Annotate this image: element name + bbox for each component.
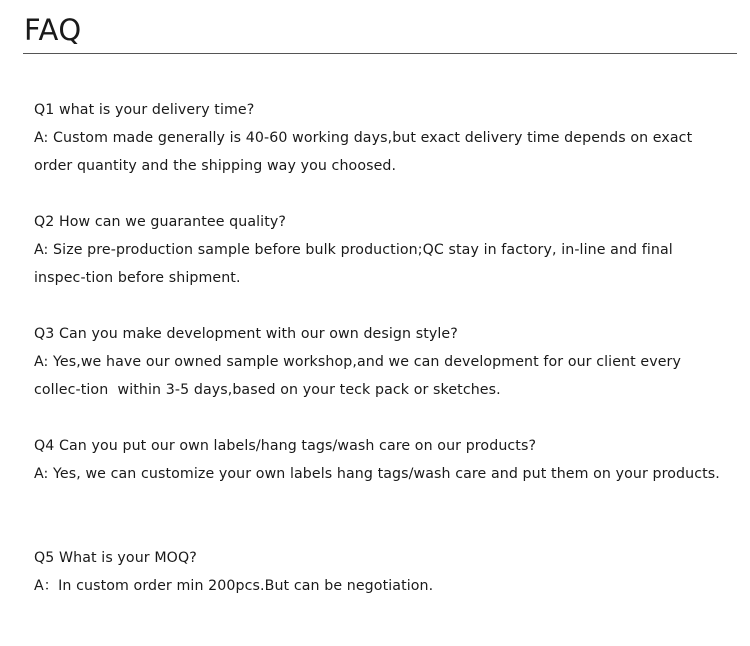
faq-question: Q5 What is your MOQ? xyxy=(34,550,197,566)
faq-question: Q1 what is your delivery time? xyxy=(34,102,255,118)
faq-answer: A: Yes,we have our owned sample workshop,and we can development for our client every collec-tion within 3-5 days,based on your teck pack or sketches. xyxy=(34,354,686,398)
faq-item xyxy=(34,432,724,488)
faq-answer: A: Yes, we can customize your own labels hang tags/wash care and put them on your products. xyxy=(34,466,720,482)
faq-question: Q4 Can you put our own labels/hang tags/wash care on our products? xyxy=(34,438,537,454)
title-divider xyxy=(23,53,737,54)
faq-answer: A: Size pre-production sample before bulk production;QC stay in factory, in-line and final inspec-tion before shipment. xyxy=(34,242,678,286)
faq-item xyxy=(34,96,724,180)
faq-item xyxy=(34,320,724,404)
faq-answer: A: Custom made generally is 40-60 working days,but exact delivery time depends on exact order quantity and the shipping way you choosed. xyxy=(34,130,697,174)
faq-question: Q2 How can we guarantee quality? xyxy=(34,214,287,230)
faq-answer: A：In custom order min 200pcs.But can be negotiation. xyxy=(34,578,434,594)
faq-list xyxy=(34,96,724,600)
faq-question: Q3 Can you make development with our own design style? xyxy=(34,326,458,342)
page-title: FAQ xyxy=(24,13,82,47)
faq-item xyxy=(34,208,724,292)
faq-item xyxy=(34,544,724,600)
